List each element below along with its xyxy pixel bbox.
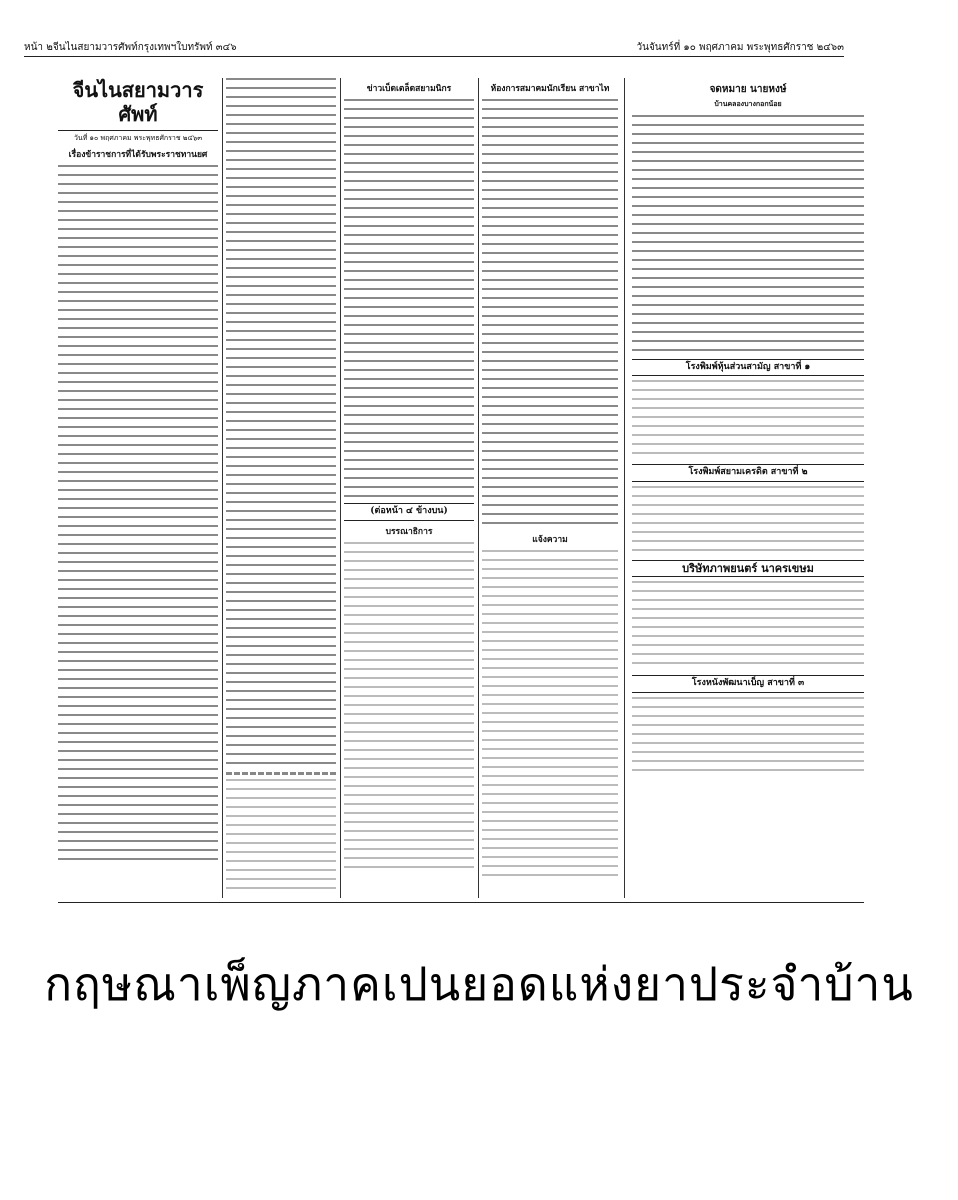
column-rule [478, 78, 479, 898]
running-header [24, 38, 844, 57]
issue-date: วันจันทร์ที่ ๑๐ พฤศภาคม พระพุทธศักราช ๒๔๖๓ [636, 41, 844, 53]
column-4-body-top [482, 99, 618, 529]
masthead-date: วันที่ ๑๐ พฤศภาคม พระพุทธศักราช ๒๔๖๓ [74, 134, 202, 142]
notice-body-2 [632, 486, 864, 556]
divider [226, 772, 336, 775]
column-rule [222, 78, 223, 898]
column-2-body [226, 78, 336, 768]
column-2 [226, 78, 336, 898]
notice-box-2: โรงพิมพ์สยามเครดิต สาขาที่ ๒ [632, 464, 864, 482]
column-4-heading: ห้องการสมาคมนักเรียน สาขาไท [490, 84, 610, 94]
column-3-body-bottom [344, 542, 474, 872]
column-5-heading: จดหมาย นายหงษ์ [709, 84, 787, 95]
issue-number: ใบทรัพท์ ๓๔๖ [176, 41, 237, 53]
notice-box-1: โรงพิมพ์หุ้นส่วนสามัญ สาขาที่ ๑ [632, 359, 864, 377]
letter-body [632, 115, 864, 355]
notice-body-3 [632, 581, 864, 671]
column-3 [344, 78, 474, 898]
page-label: หน้า ๒ [24, 41, 53, 53]
column-1-heading: เรื่องข้าราชการที่ได้รับพระราชทานยศ [68, 149, 208, 160]
column-1 [58, 78, 218, 898]
column-4 [482, 78, 618, 898]
column-4-subhead: แจ้งความ [532, 535, 568, 545]
notice-body-1 [632, 380, 864, 460]
column-5 [632, 78, 864, 898]
column-rule [340, 78, 341, 898]
column-4-body-bottom [482, 550, 618, 880]
column-1-body [58, 165, 218, 865]
continued-box: (ต่อหน้า ๔ ข้างบน) [344, 503, 474, 521]
advertisement-banner: กฤษณาเพ็ญภาคเปนยอดแห่งยาประจำบ้าน [44, 957, 914, 1011]
notice-body-4 [632, 697, 864, 777]
notice-box-3: บริษัทภาพยนตร์ นาครเขษม [632, 560, 864, 578]
column-3-subhead: บรรณาธิการ [385, 526, 433, 537]
column-3-body-top [344, 99, 474, 499]
column-2-table [226, 779, 336, 889]
footer-rule [58, 902, 864, 903]
column-5-address: บ้านคลองบางกอกน้อย [714, 99, 782, 108]
column-rule [624, 78, 625, 898]
paper-name: จีนไนสยามวารศัพท์ [52, 41, 138, 53]
masthead: จีนไนสยามวารศัพท์ [58, 78, 218, 131]
notice-box-4: โรงหนังพัฒนาเบ็ญ สาขาที่ ๓ [632, 675, 864, 693]
location: กรุงเทพฯ [137, 41, 177, 53]
column-3-heading: ข่าวเบ็ดเตล็ดสยามนิกร [366, 84, 452, 94]
